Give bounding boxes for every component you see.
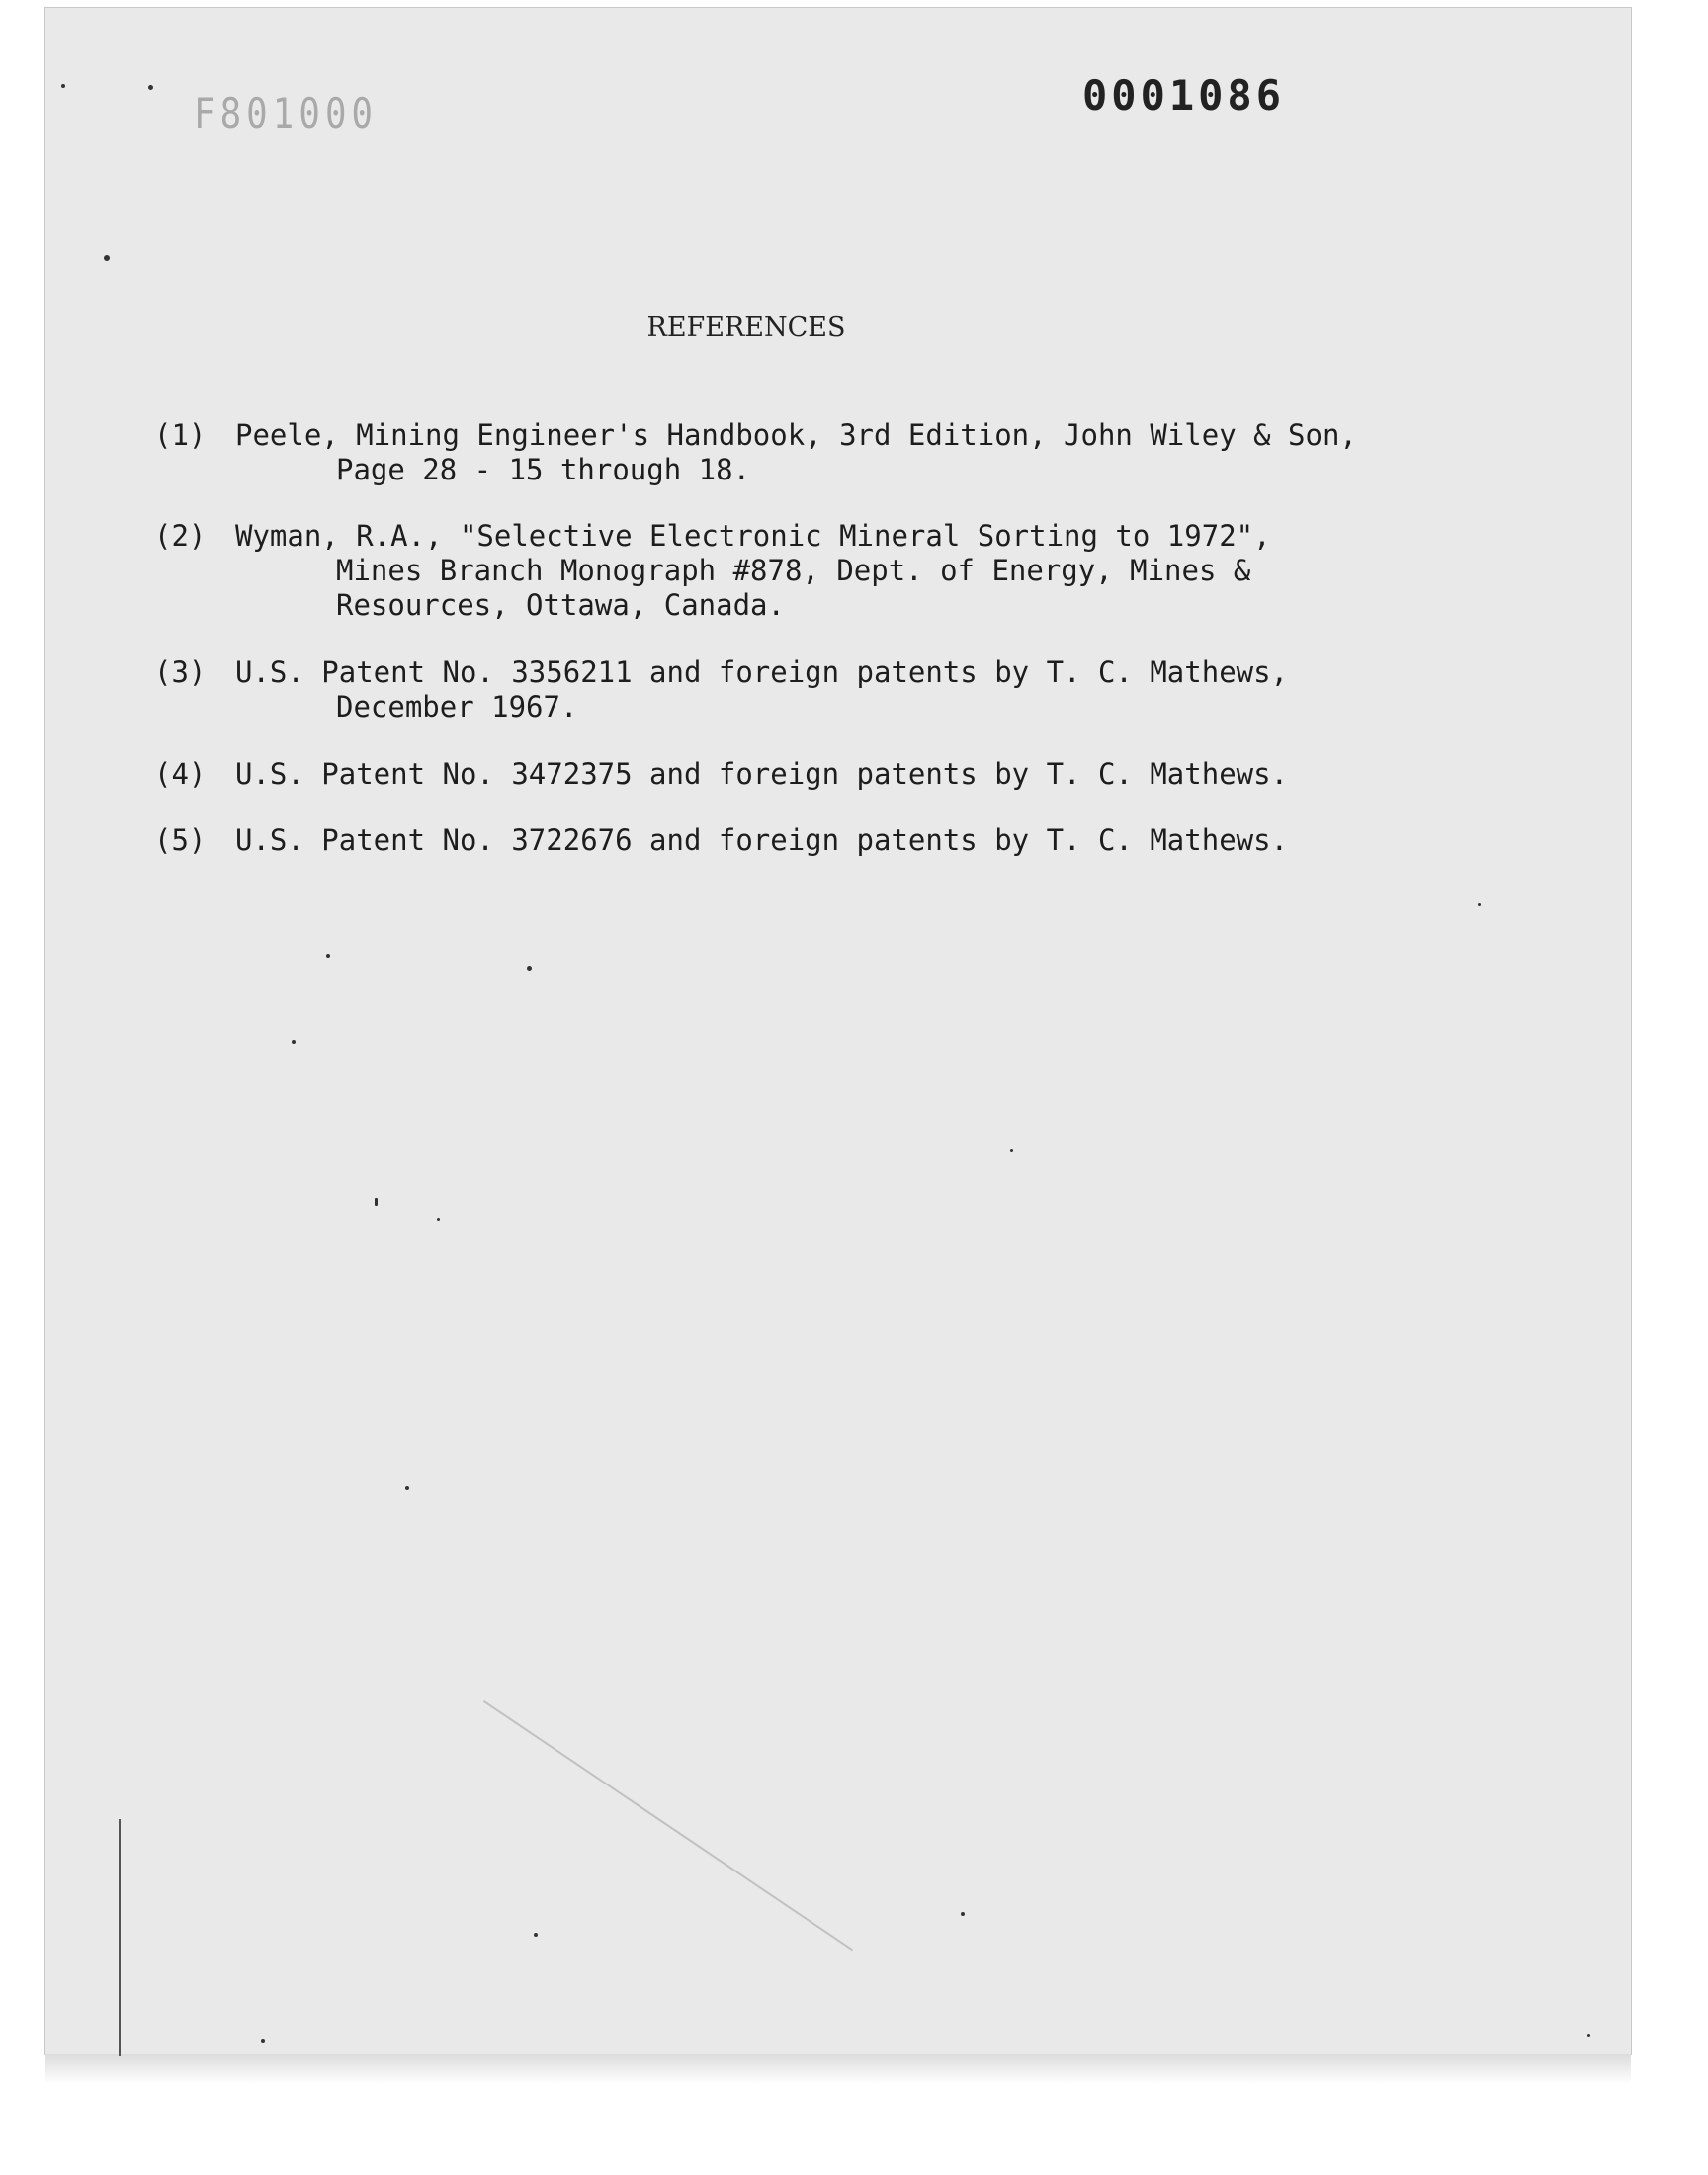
- scan-speck: [1587, 2034, 1590, 2037]
- scan-speck: [104, 255, 110, 261]
- scan-speck: [527, 966, 532, 971]
- document-stamp-left: F801000: [194, 89, 379, 137]
- scan-speck: [61, 84, 65, 88]
- scan-speck: [1478, 903, 1481, 906]
- reference-text: [235, 757, 1421, 792]
- reference-line: U.S. Patent No. 3722676 and foreign patents by T. C. Mathews.: [235, 824, 1289, 857]
- reference-text: [235, 519, 1421, 623]
- reference-number: (5): [154, 824, 207, 857]
- page-title: REFERENCES: [646, 312, 846, 343]
- scan-edge-mark: [119, 1819, 121, 2056]
- reference-number: (4): [154, 757, 207, 791]
- scan-speck: [292, 1040, 296, 1044]
- reference-text: [235, 418, 1421, 487]
- reference-continuation: Resources, Ottawa, Canada.: [336, 588, 785, 622]
- scan-speck: [326, 954, 330, 958]
- scan-speck: [148, 85, 153, 90]
- reference-text: [235, 824, 1421, 858]
- scan-speck: [405, 1486, 409, 1490]
- reference-number: (3): [154, 655, 207, 689]
- reference-continuation: December 1967.: [336, 690, 578, 724]
- scan-speck: [437, 1218, 440, 1221]
- scan-speck: [534, 1933, 538, 1937]
- reference-line: U.S. Patent No. 3472375 and foreign patents by T. C. Mathews.: [235, 757, 1289, 791]
- scan-speck: [961, 1912, 965, 1916]
- reference-continuation: Page 28 - 15 through 18.: [336, 453, 751, 486]
- reference-line: Peele, Mining Engineer's Handbook, 3rd Edition, John Wiley & Son,: [235, 418, 1357, 452]
- document-number-stamp: 0001086: [1082, 71, 1286, 120]
- reference-number: (1): [154, 418, 207, 452]
- reference-line: U.S. Patent No. 3356211 and foreign patents by T. C. Mathews,: [235, 655, 1289, 689]
- reference-text: [235, 655, 1421, 725]
- scan-speck: [375, 1198, 378, 1206]
- scan-speck: [1010, 1149, 1013, 1152]
- scan-speck: [261, 2039, 265, 2043]
- reference-line: Wyman, R.A., "Selective Electronic Mineral Sorting to 1972",: [235, 519, 1271, 553]
- reference-continuation: Mines Branch Monograph #878, Dept. of Energy, Mines &: [336, 554, 1251, 587]
- reference-number: (2): [154, 519, 207, 553]
- page-bottom-edge: [45, 2054, 1631, 2084]
